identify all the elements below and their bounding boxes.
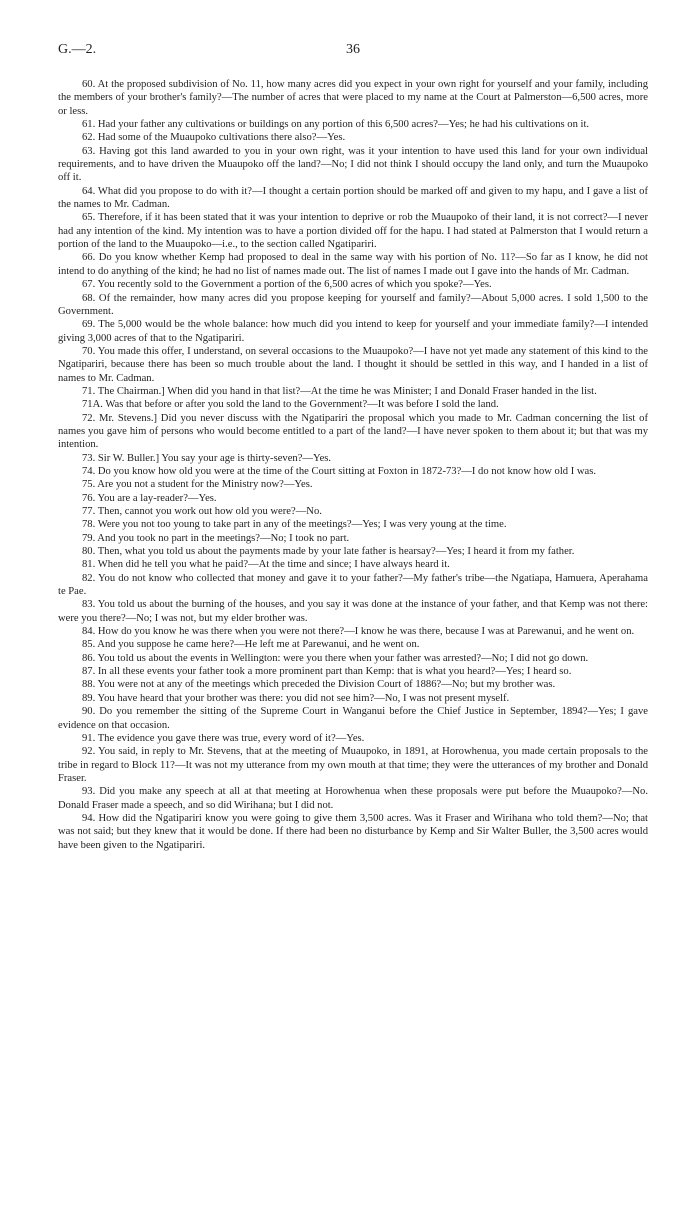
document-body [58, 78, 648, 852]
page-header [58, 42, 648, 62]
paragraph-65: 65. Therefore, if it has been stated that it was your intention to deprive or rob the Muaupoko of their land, it is not correct?—I never had any intention of the kind. My intention was to have a portion divided off for the hapu. I had stated at Palmerston that I would return a portion of the land to the Muaupoko—i.e., to the section called Ngatipariri. [58, 212, 648, 251]
paragraph-79: 79. And you took no part in the meetings?—No; I took no part. [82, 532, 350, 544]
paragraph-69: 69. The 5,000 would be the whole balance: how much did you intend to keep for yourself and your immediate family?—I intended giving 3,000 acres of that to the Ngatipariri. [58, 319, 648, 344]
paragraph-62: 62. Had some of the Muaupoko cultivations there also?—Yes. [82, 132, 346, 144]
paragraph-77: 77. Then, cannot you work out how old you were?—No. [82, 506, 322, 517]
paragraph-80: 80. Then, what you told us about the payments made by your late father is hearsay?—Yes; I heard it from my father. [82, 546, 575, 558]
paragraph-92: 92. You said, in reply to Mr. Stevens, that at the meeting of Muaupoko, in 1891, at Horowhenua, you made certain proposals to the tribe in regard to Block 11?—It was not my utterance from my own mouth at that time; they were the utterances of my brother and Donald Fraser. [58, 746, 648, 784]
paragraph-93: 93. Did you make any speech at all at that meeting at Horowhenua when these proposals were put before the Muaupoko?—No. Donald Fraser made a speech, and so did Wirihana; but I did not. [58, 786, 648, 811]
paragraph-87: 87. In all these events your father took a more prominent part than Kemp: that is what you heard?—Yes; I heard so. [82, 666, 572, 678]
paragraph-85: 85. And you suppose he came here?—He left me at Parewanui, and he went on. [82, 639, 420, 651]
paragraph-66: 66. Do you know whether Kemp had proposed to deal in the same way with his portion of No. 11?—So far as I know, he did not intend to do anything of the kind; he had no list of names made out. The list of names I made out I gave into the hands of Mr. Cadman. [58, 252, 648, 277]
paragraph-71: 71. The Chairman.] When did you hand in that list?—At the time he was Minister; I and Donald Fraser handed in the list. [82, 385, 597, 397]
paragraph-88: 88. You were not at any of the meetings which preceded the Division Court of 1886?—No; but my brother was. [82, 679, 556, 691]
paragraph-74: 74. Do you know how old you were at the time of the Court sitting at Foxton in 1872-73?—I do not know how old I was. [82, 465, 597, 477]
paragraph-71a: 71A. Was that before or after you sold the land to the Government?—It was before I sold the land. [82, 399, 499, 411]
paragraph-81: 81. When did he tell you what he paid?—At the time and since; I have always heard it. [82, 559, 450, 571]
paragraph-84: 84. How do you know he was there when you were not there?—I know he was there, because I was at Parewanui, and he went on. [82, 626, 635, 638]
paragraph-67: 67. You recently sold to the Government a portion of the 6,500 acres of which you spoke?—Yes. [82, 279, 492, 291]
paragraph-78: 78. Were you not too young to take part in any of the meetings?—Yes; I was very young at the time. [82, 519, 507, 531]
document-reference: G.—2. [58, 42, 97, 57]
paragraph-73: 73. Sir W. Buller.] You say your age is thirty-seven?—Yes. [82, 452, 332, 464]
paragraph-82: 82. You do not know who collected that money and gave it to your father?—My father's tribe—the Ngatiapa, Hamuera, Aperahama te Pae. [58, 572, 648, 598]
paragraph-72: 72. Mr. Stevens.] Did you never discuss with the Ngatipariri the proposal which you made to Mr. Cadman concerning the list of names you gave him of persons who would become entitled to a part of the land?—I have never spoken to them about it; but that was my intention. [58, 412, 648, 451]
paragraph-60: 60. At the proposed subdivision of No. 11, how many acres did you expect in your own right for yourself and your family, including the members of your brother's family?—The number of acres that were placed to my name at the Court at Palmerston—6,500 acres, more or less. [58, 79, 648, 117]
paragraph-63: 63. Having got this land awarded to you in your own right, was it your intention to have used this land for your own individual requirements, and to have driven the Muaupoko off the land?—No; I did not think I should occupy the land only, and turn the Muaupoko off it. [58, 145, 648, 184]
paragraph-90: 90. Do you remember the sitting of the Supreme Court in Wanganui before the Chief Justice in September, 1894?—Yes; I gave evidence on that occasion. [58, 706, 648, 731]
paragraph-61: 61. Had your father any cultivations or buildings on any portion of this 6,500 acres?—Yes; he had his cultivations on it. [82, 119, 590, 131]
paragraph-70: 70. You made this offer, I understand, on several occasions to the Muaupoko?—I have not yet made any statement of this kind to the Ngatipariri, because there has been so much trouble about the land. I thought it should be settled in this way, and I handed in a list of names to Mr. Cadman. [58, 345, 648, 384]
paragraph-64: 64. What did you propose to do with it?—I thought a certain portion should be marked off and given to my hapu, and I gave a list of the names to Mr. Cadman. [58, 185, 648, 211]
paragraph-75: 75. Are you not a student for the Ministry now?—Yes. [82, 479, 313, 491]
page-number: 36 [346, 42, 360, 57]
paragraph-91: 91. The evidence you gave there was true, every word of it?—Yes. [82, 732, 365, 744]
paragraph-94: 94. How did the Ngatipariri know you were going to give them 3,500 acres. Was it Fraser and Wirihana who told them?—No; that was not said; but they knew that it would be done. If there had been no disturbance by Kemp and Sir Walter Buller, the 3,500 acres would have been given to the Ngatipariri. [58, 812, 648, 851]
paragraph-83: 83. You told us about the burning of the houses, and you say it was done at the instance of your father, and that Kemp was not there: were you there?—No; I was not, but my elder brother was. [58, 599, 648, 624]
paragraph-68: 68. Of the remainder, how many acres did you propose keeping for yourself and family?—About 5,000 acres. I sold 1,500 to the Government. [58, 292, 648, 317]
paragraph-86: 86. You told us about the events in Wellington: were you there when your father was arrested?—No; I did not go down. [82, 652, 589, 664]
paragraph-89: 89. You have heard that your brother was there: you did not see him?—No, I was not present myself. [82, 692, 510, 704]
paragraph-76: 76. You are a lay-reader?—Yes. [82, 492, 217, 504]
